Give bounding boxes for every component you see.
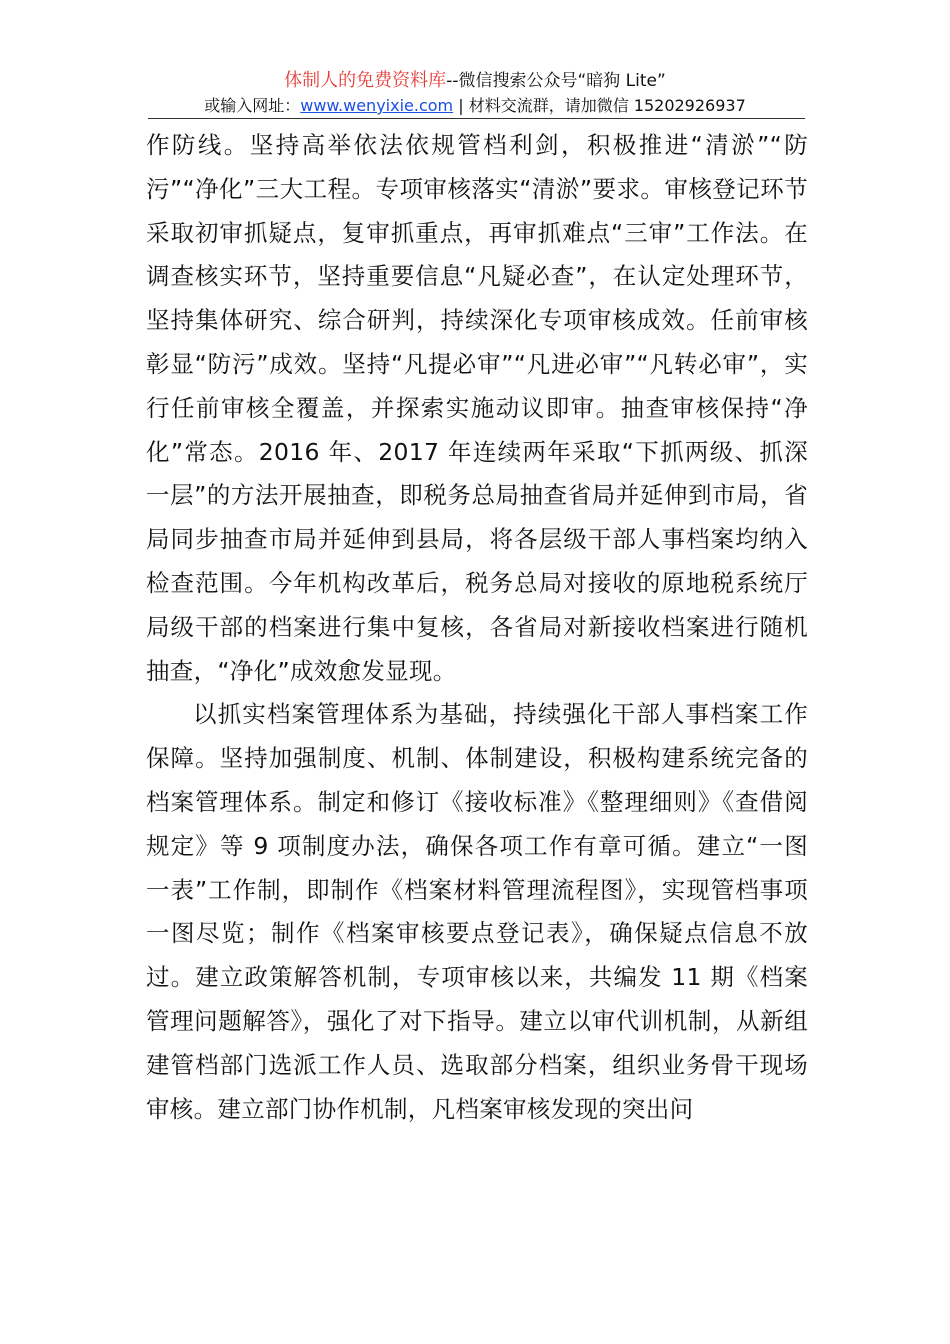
paragraph-2: 以抓实档案管理体系为基础，持续强化干部人事档案工作保障。坚持加强制度、机制、体制建设，积极构建系统完备的档案管理体系。制定和修订《接收标准》《整理细则》《查借阅规定》等 9 项制度办法，确保各项工作有章可循。建立“一图一表”工作制，即制作《档案材料管理流程图》，实现管档事项一图尽览；制作《档案审核要点登记表》，确保疑点信息不放过。建立政策解答机制，专项审核以来，共编发 11 期《档案管理问题解答》，强化了对下指导。建立以审代训机制，从新组建管档部门选派工作人员、选取部分档案，组织业务骨干现场审核。建立部门协作机制，凡档案审核发现的突出问 bbox=[146, 700, 808, 1123]
website-link[interactable]: www.wenyixie.com bbox=[300, 96, 454, 115]
header-separator: | bbox=[453, 96, 469, 115]
paragraph-1: 作防线。坚持高举依法依规管档利剑，积极推进“清淤”“防污”“净化”三大工程。专项审核落实“清淤”要求。审核登记环节采取初审抓疑点，复审抓重点，再审抓难点“三审”工作法。在调查核实环节，坚持重要信息“凡疑必查”，在认定处理环节，坚持集体研究、综合研判，持续深化专项审核成效。任前审核彰显“防污”成效。坚持“凡提必审”“凡进必审”“凡转必审”，实行任前审核全覆盖，并探索实施动议即审。抽查审核保持“净化”常态。2016 年、2017 年连续两年采取“下抓两级、抓深一层”的方法开展抽查，即税务总局抽查省局并延伸到市局，省局同步抽查市局并延伸到县局，将各层级干部人事档案均纳入检查范围。今年机构改革后，税务总局对接收的原地税系统厅局级干部的档案进行集中复核，各省局对新接收档案进行随机抽查，“净化”成效愈发显现。 bbox=[146, 131, 808, 685]
header-divider bbox=[148, 118, 805, 119]
contact-text: 材料交流群，请加微信 15202926937 bbox=[468, 96, 746, 115]
header-contact-line bbox=[0, 95, 950, 117]
url-prefix: 或输入网址： bbox=[204, 96, 301, 115]
brand-title: 体制人的免费资料库 bbox=[284, 70, 447, 91]
header-tagline: --微信搜索公众号“暗狗 Lite” bbox=[446, 71, 666, 91]
header-banner bbox=[0, 70, 950, 92]
document-body bbox=[146, 124, 808, 1131]
